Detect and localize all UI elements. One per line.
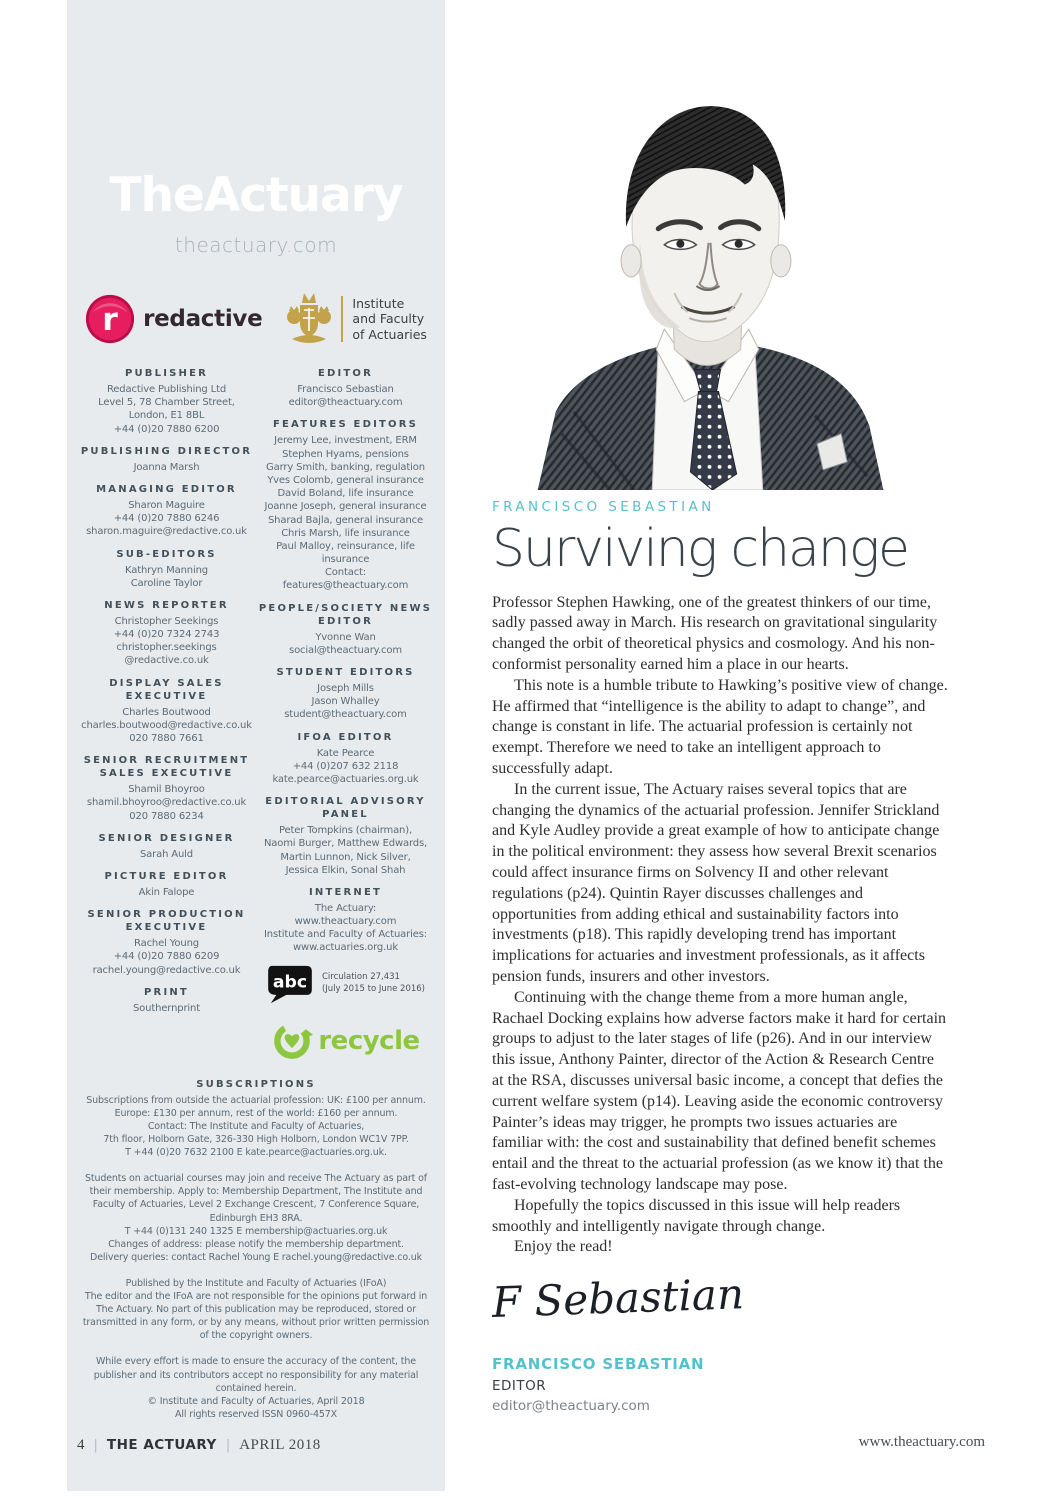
- signoff-role: EDITOR: [492, 1378, 547, 1395]
- text-line: Paul Malloy, reinsurance, life insurance: [276, 540, 415, 566]
- text-line: +44 (0)20 7880 6209: [113, 951, 220, 963]
- text-line: Chris Marsh, life insurance: [281, 527, 410, 539]
- staff-block: [256, 418, 435, 592]
- article-body: [492, 593, 948, 1259]
- staff-role-heading: NEWS REPORTER: [104, 599, 229, 611]
- text-line: Changes of address: please notify the membership department.: [108, 1238, 404, 1250]
- abc-circulation: [256, 964, 435, 1004]
- text-line: Akin Falope: [138, 886, 195, 898]
- text-line: Southernprint: [132, 1002, 201, 1014]
- text-line: rachel.young@redactive.co.uk: [92, 964, 241, 976]
- text-line: Charles Boutwood: [122, 706, 211, 718]
- staff-role-details: [77, 783, 256, 823]
- text-line: London, E1 8BL: [128, 410, 205, 422]
- staff-role-details: [256, 383, 435, 409]
- paragraph: Enjoy the read!: [514, 1238, 613, 1256]
- paragraph: Continuing with the change theme from a more human angle, Rachael Docking explains how adverse factors make it hard for certain groups to adjust to the later stages of life (p26). And in our interview this issue, Anthony Painter, director of the Action & Research Centre at the RSA, discusses universal basic income, a concept that defies the current welfare system (p14). Leaving aside the economic controversy Painter’s ideas may trigger, he prompts two issues actuaries are familiar with: the cost and sustainability that defined benefit schemes entail and the threat to the actuarial profession (as we know it) that the fast-evolving technology landscape may pose.: [492, 988, 947, 1193]
- staff-role-heading: STUDENT EDITORS: [276, 667, 415, 678]
- legal-section: [67, 1078, 445, 1421]
- staff-block: [77, 548, 256, 590]
- paragraph: Professor Stephen Hawking, one of the greatest thinkers of our time, sadly passed away in March. His research on gravitational singularity changed the orbit of theoretical physics and cosmology. And his non-conformist personality earned him a place in our hearts.: [492, 593, 938, 673]
- text-line: Subscriptions from outside the actuarial profession: UK: £100 per annum. Europe: £130 per annum, rest of the world: £160 per annum.: [86, 1094, 426, 1119]
- text-line: charles.boutwood@redactive.co.uk: [81, 719, 252, 731]
- legal-heading: SUBSCRIPTIONS: [196, 1078, 316, 1090]
- page-number: 4: [77, 1436, 85, 1453]
- text-line: Jason Whalley: [311, 696, 380, 708]
- legal-text: [80, 1355, 432, 1421]
- text-line: Martin Lunnon, Nick Silver,: [280, 851, 411, 863]
- staff-role-heading: FEATURES EDITORS: [272, 419, 419, 431]
- text-line: David Boland, life insurance: [277, 488, 414, 500]
- staff-role-heading: SENIOR DESIGNER: [98, 832, 235, 844]
- staff-role-details: [77, 564, 256, 590]
- staff-role-heading: IFOA EDITOR: [297, 731, 394, 743]
- text-line: Delivery queries: contact Rachel Young E rachel.young@redactive.co.uk: [90, 1251, 422, 1263]
- text-line: +44 (0)20 7324 2743: [113, 629, 220, 641]
- staff-block: [77, 754, 256, 823]
- staff-role-heading: PEOPLE/SOCIETY NEWS EDITOR: [258, 602, 433, 627]
- ifoa-logo-text: [352, 296, 427, 343]
- article-headline: Surviving change: [492, 519, 909, 579]
- text-line: @redactive.co.uk: [124, 655, 209, 667]
- staff-block: [77, 832, 256, 861]
- redactive-logo: [85, 294, 262, 344]
- staff-block: [77, 483, 256, 539]
- staff-column-right: [256, 367, 435, 1062]
- text-line: Stephen Hyams, pensions: [282, 448, 409, 460]
- redactive-logo-icon: [85, 294, 135, 344]
- footer-magazine-name: THE ACTUARY: [106, 1437, 217, 1453]
- legal-group: [80, 1078, 432, 1160]
- text-line: Sarah Auld: [139, 848, 194, 860]
- text-line: www.actuaries.org.uk: [293, 942, 398, 954]
- footer-website: www.theactuary.com: [858, 1434, 985, 1450]
- text-line: © Institute and Faculty of Actuaries, April 2018: [147, 1395, 365, 1407]
- text-line: kate.pearce@actuaries.org.uk: [272, 773, 419, 785]
- staff-role-heading: MANAGING EDITOR: [96, 483, 237, 495]
- staff-role-details: [256, 747, 435, 787]
- text-line: 020 7880 7661: [129, 733, 204, 744]
- footer-separator: |: [93, 1437, 98, 1453]
- staff-role-details: [256, 824, 435, 877]
- staff-block: [256, 666, 435, 722]
- footer-separator: |: [225, 1437, 231, 1453]
- text-line: +44 (0)207 632 2118: [292, 760, 399, 772]
- staff-role-details: [77, 886, 256, 899]
- text-line: The editor and the IFoA are not responsible for the opinions put forward in The Actuary. No part of this publication may be reproduced, stored or transmitted in any form, or by any means, without prior written permission of the copyright owners.: [82, 1291, 430, 1342]
- ifoa-logo-divider: [341, 296, 343, 342]
- text-line: Kate Pearce: [316, 747, 375, 759]
- text-line: sharon.maguire@redactive.co.uk: [86, 526, 247, 538]
- staff-role-details: [77, 1002, 256, 1015]
- redactive-wordmark: redactive: [143, 306, 263, 332]
- recycle-icon: [271, 1020, 313, 1062]
- staff-block: [77, 908, 256, 977]
- staff-column-right-list: [256, 367, 435, 955]
- staff-role-heading: EDITORIAL ADVISORY PANEL: [265, 796, 426, 821]
- text-line: The Actuary:: [314, 902, 377, 914]
- text-line: 020 7880 6234: [129, 810, 204, 822]
- staff-role-heading: SENIOR PRODUCTION EXECUTIVE: [87, 909, 246, 934]
- footer-issue-date: APRIL 2018: [239, 1436, 321, 1453]
- text-line: shamil.bhoyroo@redactive.co.uk: [86, 797, 247, 809]
- legal-text: [80, 1094, 432, 1160]
- text-line: While every effort is made to ensure the accuracy of the content, the publisher and its contributors accept no responsibility for any material contained herein.: [93, 1356, 419, 1394]
- text-line: christopher.seekings: [116, 642, 217, 654]
- text-line: T +44 (0)131 240 1325 E membership@actuaries.org.uk: [124, 1225, 388, 1237]
- abc-audit-icon: [266, 964, 314, 1004]
- text-line: Sharad Bajla, general insurance: [267, 514, 424, 526]
- text-line: Christopher Seekings: [114, 615, 219, 627]
- staff-role-heading: PUBLISHING DIRECTOR: [80, 445, 253, 457]
- legal-group: [80, 1277, 432, 1343]
- publisher-logos: [67, 291, 445, 347]
- text-line: Contact: The Institute and Faculty of Actuaries,: [147, 1120, 365, 1132]
- text-line: editor@theactuary.com: [288, 397, 403, 409]
- staff-role-details: [77, 848, 256, 861]
- staff-role-heading: PRINT: [144, 986, 189, 998]
- paragraph: This note is a humble tribute to Hawking’s positive view of change. He affirmed that “intelligence is the ability to adapt to change”, and change is constant in life. The actuarial profession is certainly not exempt. Therefore we need to take an intelligent approach to successfully adapt.: [492, 676, 948, 777]
- staff-block: [256, 731, 435, 787]
- text-line: Jeremy Lee, investment, ERM: [274, 435, 417, 447]
- text-line: student@theactuary.com: [284, 709, 407, 721]
- text-line: Contact:: [324, 567, 367, 579]
- staff-block: [77, 445, 256, 474]
- staff-block: [77, 599, 256, 668]
- author-kicker: FRANCISCO SEBASTIAN: [492, 499, 715, 515]
- magazine-title: TheActuary: [109, 168, 403, 223]
- staff-role-heading: PUBLISHER: [124, 368, 209, 379]
- editor-signoff: [492, 1355, 948, 1414]
- text-line: +44 (0)20 7880 6200: [113, 423, 220, 435]
- editor-signature: F Sebastian: [491, 1269, 745, 1328]
- staff-role-details: [77, 461, 256, 474]
- staff-role-heading: EDITOR: [317, 368, 374, 379]
- signoff-name: FRANCISCO SEBASTIAN: [492, 1355, 705, 1374]
- text-line: T +44 (0)20 7632 2100 E kate.pearce@actuaries.org.uk.: [125, 1147, 387, 1159]
- circulation-line: Circulation 27,431: [321, 972, 400, 983]
- masthead-sidebar: [67, 0, 445, 1491]
- text-line: Francisco Sebastian: [297, 384, 394, 395]
- signoff-email: editor@theactuary.com: [492, 1398, 650, 1415]
- legal-group: [80, 1355, 432, 1421]
- paragraph: In the current issue, The Actuary raises several topics that are changing the dynamics of the actuarial profession. Jennifer Strickland and Kyle Audley provide a great example of how to anticipate change in the political environment: they assess how several Brexit scenarios could affect insurance firms on Solvency II and other relevant regulations (p24). Quintin Rayer discusses challenges and opportunities from adding ethical and sustainability factors into investments (p18). This rapidly developing trend has important implications for actuaries and investment professionals, as it affects pension funds, insurers and other investors.: [492, 780, 940, 985]
- circulation-line: (July 2015 to June 2016): [321, 983, 426, 994]
- text-line: Redactive Publishing Ltd: [106, 384, 227, 395]
- text-line: Level 5, 78 Chamber Street,: [98, 397, 235, 409]
- staff-role-details: [256, 434, 435, 592]
- text-line: Caroline Taylor: [130, 577, 203, 589]
- staff-role-heading: SUB-EDITORS: [116, 548, 217, 560]
- staff-role-heading: DISPLAY SALES EXECUTIVE: [109, 677, 224, 702]
- text-line: social@theactuary.com: [289, 644, 402, 656]
- text-line: Naomi Burger, Matthew Edwards,: [263, 838, 428, 850]
- staff-block: [77, 677, 256, 746]
- staff-role-heading: INTERNET: [308, 886, 383, 898]
- legal-text: [80, 1172, 432, 1264]
- staff-block: [77, 986, 256, 1015]
- staff-role-details: [256, 682, 435, 722]
- staff-block: [256, 795, 435, 877]
- staff-role-details: [77, 615, 256, 668]
- ifoa-text-line: Institute: [352, 295, 405, 311]
- text-line: Students on actuarial courses may join and receive The Actuary as part of their membership. Apply to: Membership Department, The Institute and Faculty of Actuaries, Level 2 Exchange Crescent, 7 Conference Square, Edinburgh EH3 8RA.: [85, 1173, 427, 1224]
- text-line: Published by the Institute and Faculty of Actuaries (IFoA): [125, 1277, 387, 1289]
- text-line: All rights reserved ISSN 0960-457X: [175, 1408, 337, 1420]
- svg-text:r: r: [102, 302, 118, 339]
- legal-group: [80, 1172, 432, 1264]
- recycle-mark: [256, 1020, 435, 1062]
- recycle-label: recycle: [318, 1025, 420, 1056]
- staff-role-details: [77, 706, 256, 746]
- circulation-caption: [322, 972, 425, 995]
- ifoa-logo: [286, 291, 427, 347]
- text-line: Yves Colomb, general insurance: [267, 474, 424, 486]
- text-line: Institute and Faculty of Actuaries:: [263, 929, 428, 941]
- staff-block: [256, 886, 435, 955]
- text-line: Rachel Young: [134, 938, 199, 950]
- legal-text: [80, 1277, 432, 1343]
- staff-role-details: [256, 631, 435, 657]
- text-line: Joanne Joseph, general insurance: [264, 501, 427, 513]
- text-line: Shamil Bhoyroo: [128, 784, 205, 796]
- staff-role-details: [77, 937, 256, 977]
- magazine-website: theactuary.com: [174, 233, 338, 257]
- staff-column-left: [77, 367, 256, 1062]
- ifoa-crest-icon: [286, 291, 332, 347]
- staff-role-details: [256, 902, 435, 955]
- ifoa-text-line: of Actuaries: [352, 326, 427, 342]
- ifoa-text-line: and Faculty: [352, 311, 425, 327]
- text-line: Peter Tompkins (chairman),: [278, 825, 413, 837]
- staff-role-details: [77, 383, 256, 436]
- text-line: Joanna Marsh: [133, 461, 200, 473]
- staff-role-details: [77, 499, 256, 539]
- footer-folio: [67, 1424, 445, 1466]
- text-line: Sharon Maguire: [128, 499, 205, 511]
- staff-block: [256, 602, 435, 657]
- paragraph: Hopefully the topics discussed in this issue will help readers smoothly and intelligently navigate through change.: [492, 1196, 901, 1235]
- editorial-article: [492, 499, 948, 1414]
- text-line: +44 (0)20 7880 6246: [113, 513, 220, 525]
- staff-block: [77, 367, 256, 436]
- text-line: features@theactuary.com: [282, 580, 409, 592]
- text-line: www.theactuary.com: [294, 916, 397, 928]
- text-line: 7th floor, Holborn Gate, 326-330 High Holborn, London WC1V 7PP.: [103, 1133, 409, 1145]
- editor-portrait-illustration: [512, 80, 902, 490]
- staff-block: [77, 870, 256, 899]
- text-line: Garry Smith, banking, regulation: [266, 461, 425, 473]
- text-line: Jessica Elkin, Sonal Shah: [285, 864, 406, 876]
- text-line: Yvonne Wan: [315, 631, 376, 643]
- staff-role-heading: PICTURE EDITOR: [104, 870, 229, 882]
- text-line: Joseph Mills: [317, 683, 374, 694]
- abc-letters: abc: [272, 972, 308, 993]
- portrait-sketch: [512, 80, 902, 490]
- staff-block: [256, 367, 435, 409]
- staff-listing: [67, 367, 445, 1062]
- staff-role-heading: SENIOR RECRUITMENT SALES EXECUTIVE: [83, 755, 250, 780]
- text-line: Kathryn Manning: [125, 564, 208, 576]
